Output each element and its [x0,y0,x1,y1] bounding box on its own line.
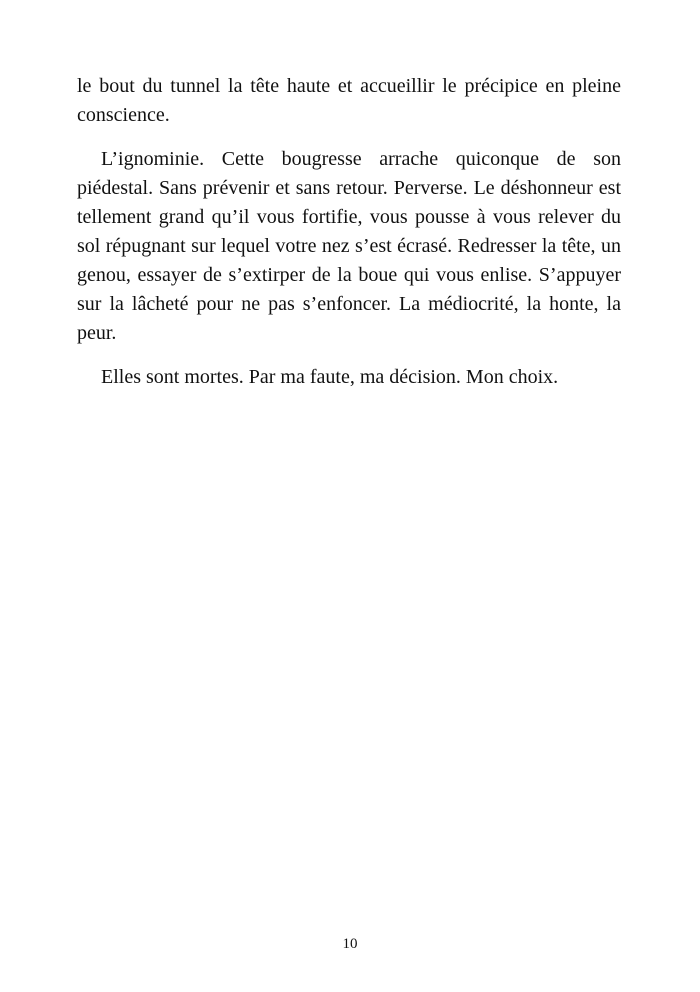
paragraph-ignominy: L’ignominie. Cette bougresse arrache quiconque de son piédestal. Sans prévenir et sans retour. Perverse. Le déshonneur est tellement grand qu’il vous fortifie, vous pousse à vous relever du sol répugnant sur lequel votre nez s’est écrasé. Redresser la tête, un genou, essayer de s’extirper de la boue qui vous enlise. S’appuyer sur la lâcheté pour ne pas s’enfoncer. La médiocrité, la honte, la peur. [77,148,621,344]
paragraph-continuation: le bout du tunnel la tête haute et accueillir le précipice en pleine conscience. [77,75,621,126]
paragraph-they-are-dead: Elles sont mortes. Par ma faute, ma décision. Mon choix. [101,366,559,388]
page-number: 10 [342,936,358,952]
page-body-text [77,72,621,407]
